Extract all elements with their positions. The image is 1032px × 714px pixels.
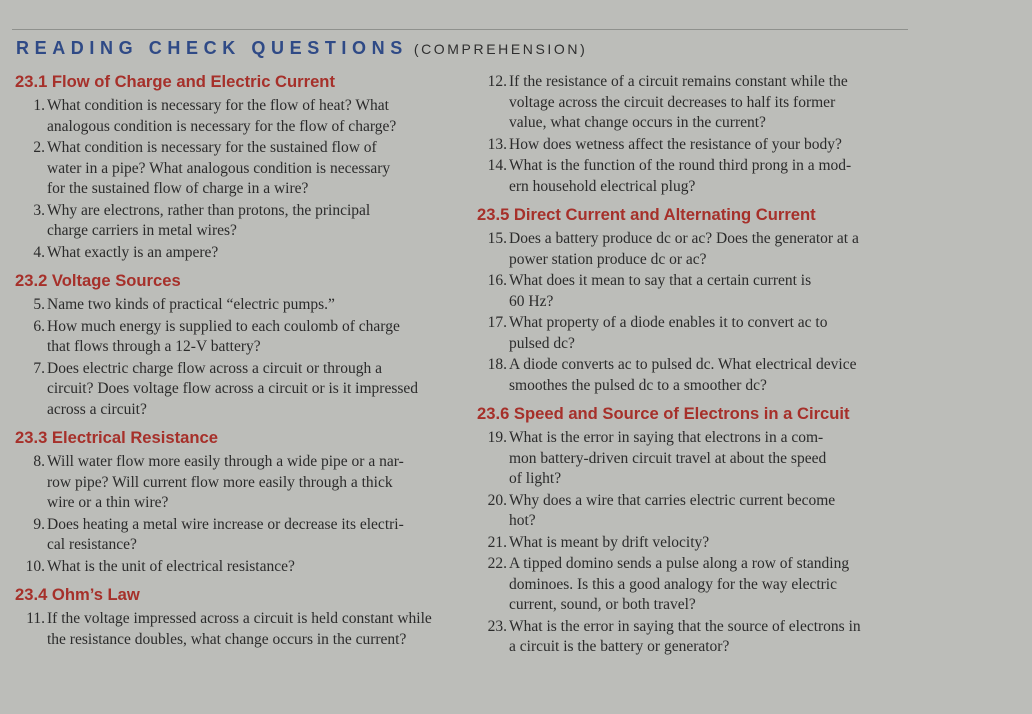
- question-text: Why does a wire that carries electric current become hot?: [509, 491, 836, 529]
- question-number: 18.: [487, 356, 507, 373]
- question-text: Name two kinds of practical “electric pumps.”: [47, 296, 335, 313]
- question-item: [477, 156, 917, 197]
- question-number: 13.: [487, 135, 507, 153]
- question-text: What does it mean to say that a certain current is 60 Hz?: [509, 272, 812, 310]
- question-item: [15, 138, 460, 200]
- question-text: What is the unit of electrical resistance?: [47, 557, 295, 575]
- question-text: Will water flow more easily through a wide pipe or a nar- row pipe? Will current flow more easily through a thick wire or a thin wire?: [47, 453, 404, 511]
- question-number: 6.: [33, 317, 45, 335]
- question-text: If the resistance of a circuit remains constant while the voltage across the circuit decreases to half its former value, what change occurs in the current?: [509, 73, 848, 131]
- section-heading: 23.3 Electrical Resistance: [15, 428, 218, 447]
- section-heading: 23.5 Direct Current and Alternating Current: [477, 205, 816, 224]
- question-number: 14.: [487, 157, 507, 174]
- question-text: What condition is necessary for the flow of heat? What analogous condition is necessary for the flow of charge?: [47, 97, 397, 135]
- question-text: A diode converts ac to pulsed dc. What electrical device smoothes the pulsed dc to a smoother dc?: [509, 356, 857, 394]
- question-text: What condition is necessary for the sustained flow of water in a pipe? What analogous condition is necessary for the sustained flow of charge in a wire?: [47, 139, 391, 197]
- question-text: What property of a diode enables it to convert ac to pulsed dc?: [509, 314, 828, 352]
- question-item: [477, 491, 917, 532]
- question-text: What is the error in saying that electrons in a com- mon battery-driven circuit travel at about the speed of light?: [509, 429, 827, 487]
- question-item: [15, 359, 460, 421]
- question-item: [15, 295, 460, 316]
- question-number: 1.: [33, 97, 45, 114]
- section-heading: 23.2 Voltage Sources: [15, 271, 181, 290]
- right-column: [477, 72, 917, 659]
- question-item: [477, 554, 917, 616]
- question-number: 7.: [33, 359, 45, 377]
- question-number: 8.: [33, 453, 45, 470]
- question-text: Does a battery produce dc or ac? Does the generator at a power station produce dc or ac?: [509, 230, 859, 268]
- question-number: 17.: [487, 314, 507, 331]
- question-item: [15, 201, 460, 242]
- question-text: Does heating a metal wire increase or decrease its electri- cal resistance?: [47, 515, 404, 553]
- question-text: What is the error in saying that the source of electrons in a circuit is the battery or generator?: [509, 617, 861, 655]
- question-item: [15, 609, 460, 650]
- question-number: 16.: [487, 272, 507, 289]
- question-number: 23.: [487, 617, 507, 635]
- page-heading: [16, 38, 587, 59]
- question-item: [477, 135, 917, 156]
- question-text: How much energy is supplied to each coulomb of charge that flows through a 12-V battery?: [47, 317, 400, 355]
- question-item: [477, 72, 917, 134]
- top-rule: [12, 29, 908, 30]
- section-heading: 23.4 Ohm’s Law: [15, 585, 140, 604]
- question-number: 22.: [487, 555, 507, 572]
- question-item: [15, 317, 460, 358]
- question-number: 21.: [487, 533, 507, 551]
- question-text: How does wetness affect the resistance of your body?: [509, 135, 842, 153]
- question-number: 11.: [26, 610, 45, 627]
- question-item: [15, 452, 460, 514]
- question-text: If the voltage impressed across a circuit is held constant while the resistance doubles, what change occurs in the current?: [47, 610, 432, 648]
- left-column: [15, 72, 460, 651]
- question-item: [15, 515, 460, 556]
- heading-title: READING CHECK QUESTIONS: [16, 38, 408, 58]
- question-number: 3.: [33, 201, 45, 219]
- question-number: 9.: [33, 515, 45, 533]
- question-number: 19.: [487, 429, 507, 446]
- question-item: [477, 229, 917, 270]
- section-heading: 23.6 Speed and Source of Electrons in a Circuit: [477, 404, 850, 423]
- question-item: [15, 96, 460, 137]
- heading-subtitle: (COMPREHENSION): [413, 41, 588, 57]
- question-text: What is meant by drift velocity?: [509, 533, 710, 551]
- question-item: [477, 313, 917, 354]
- question-number: 15.: [487, 230, 507, 247]
- question-number: 5.: [33, 296, 45, 313]
- question-number: 10.: [25, 557, 45, 575]
- question-text: Does electric charge flow across a circuit or through a circuit? Does voltage flow across a circuit or is it impressed across a circuit?: [47, 359, 419, 418]
- question-number: 4.: [33, 243, 45, 261]
- question-item: [477, 428, 917, 490]
- question-number: 2.: [33, 139, 45, 156]
- section-heading: 23.1 Flow of Charge and Electric Current: [15, 72, 335, 91]
- question-item: [477, 271, 917, 312]
- question-text: A tipped domino sends a pulse along a row of standing dominoes. Is this a good analogy for the way electric current, sound, or both travel?: [509, 555, 850, 613]
- question-text: Why are electrons, rather than protons, the principal charge carriers in metal wires?: [47, 201, 371, 239]
- question-number: 20.: [487, 491, 507, 509]
- question-item: [15, 557, 460, 578]
- question-text: What is the function of the round third prong in a mod- ern household electrical plug?: [509, 157, 852, 195]
- question-text: What exactly is an ampere?: [47, 243, 219, 261]
- question-item: [477, 533, 917, 554]
- question-item: [477, 355, 917, 396]
- question-item: [15, 243, 460, 264]
- question-number: 12.: [487, 73, 507, 90]
- question-item: [477, 617, 917, 658]
